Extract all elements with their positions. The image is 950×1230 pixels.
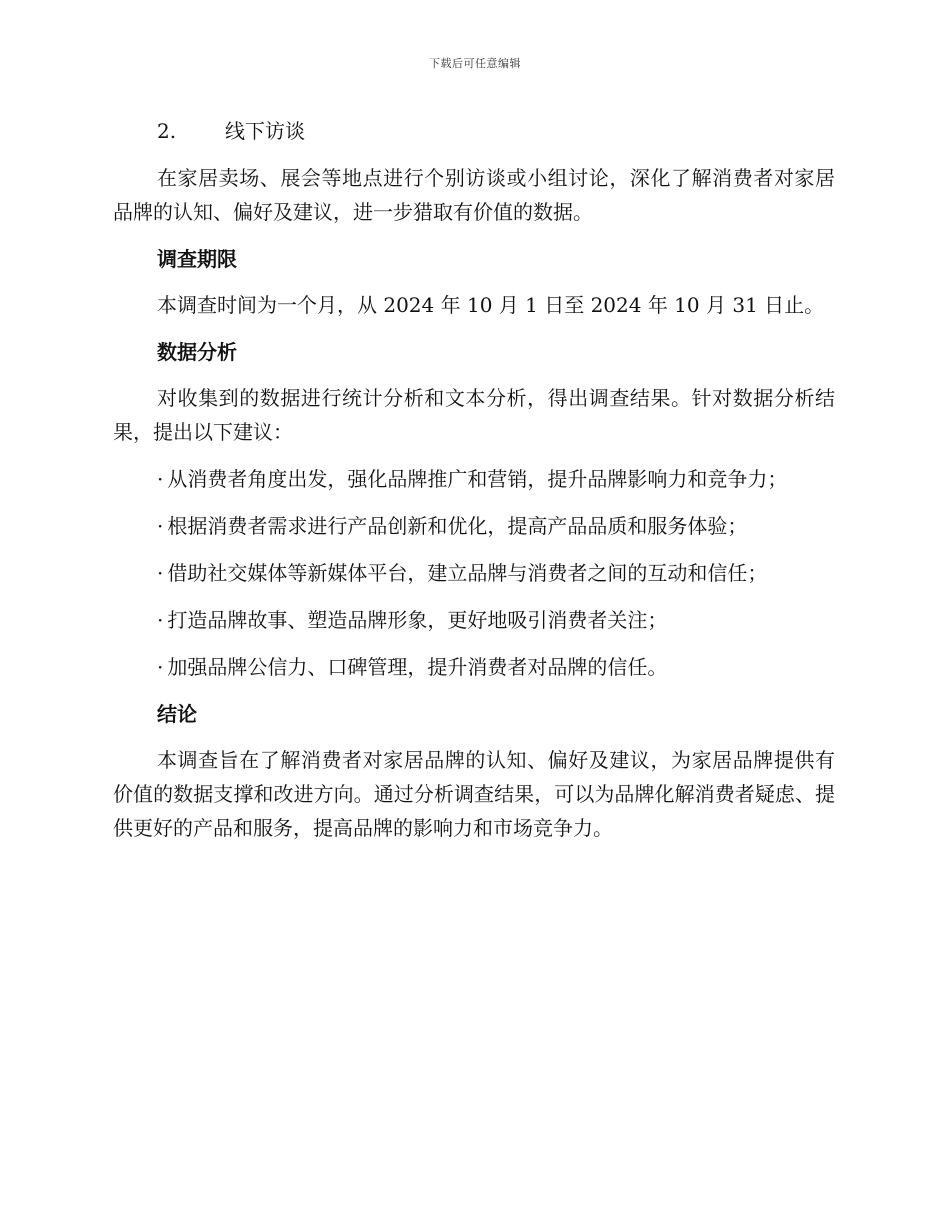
- analysis-heading: 数据分析: [157, 340, 237, 364]
- offline-interview-paragraph: 在家居卖场、展会等地点进行个别访谈或小组讨论，深化了解消费者对家居品牌的认知、偏好及建议，进一步猎取有价值的数据。: [113, 166, 835, 224]
- list-item: · 加强品牌公信力、口碑管理，提升消费者对品牌的信任。: [157, 655, 668, 679]
- page-header: 下载后可任意编辑: [429, 57, 521, 70]
- conclusion-paragraph: 本调查旨在了解消费者对家居品牌的认知、偏好及建议，为家居品牌提供有价值的数据支撑和改进方向。通过分析调查结果，可以为品牌化解消费者疑虑、提供更好的产品和服务，提高品牌的影响力和市场竞争力。: [113, 748, 835, 840]
- bullet-icon: ·: [157, 514, 164, 538]
- section-title: 线下访谈: [225, 119, 305, 143]
- list-item: · 打造品牌故事、塑造品牌形象，更好地吸引消费者关注；: [157, 608, 668, 632]
- list-item: · 从消费者角度出发，强化品牌推广和营销，提升品牌影响力和竞争力；: [157, 467, 788, 491]
- bullet-icon: ·: [157, 561, 164, 585]
- period-heading: 调查期限: [157, 247, 237, 271]
- period-paragraph: 本调查时间为一个月，从 2024 年 10 月 1 日至 2024 年 10 月 31 日止。: [157, 293, 825, 317]
- list-item: · 借助社交媒体等新媒体平台，建立品牌与消费者之间的互动和信任；: [157, 561, 768, 585]
- bullet-icon: ·: [157, 467, 164, 491]
- analysis-paragraph: 对收集到的数据进行统计分析和文本分析，得出调查结果。针对数据分析结果，提出以下建议：: [113, 386, 835, 444]
- list-item: · 根据消费者需求进行产品创新和优化，提高产品品质和服务体验；: [157, 514, 748, 538]
- section-number: 2.: [157, 119, 177, 143]
- conclusion-heading: 结论: [157, 702, 197, 726]
- offline-interview-heading: [113, 114, 835, 148]
- document-body: [113, 114, 835, 858]
- bullet-icon: ·: [157, 608, 164, 632]
- bullet-icon: ·: [157, 655, 164, 679]
